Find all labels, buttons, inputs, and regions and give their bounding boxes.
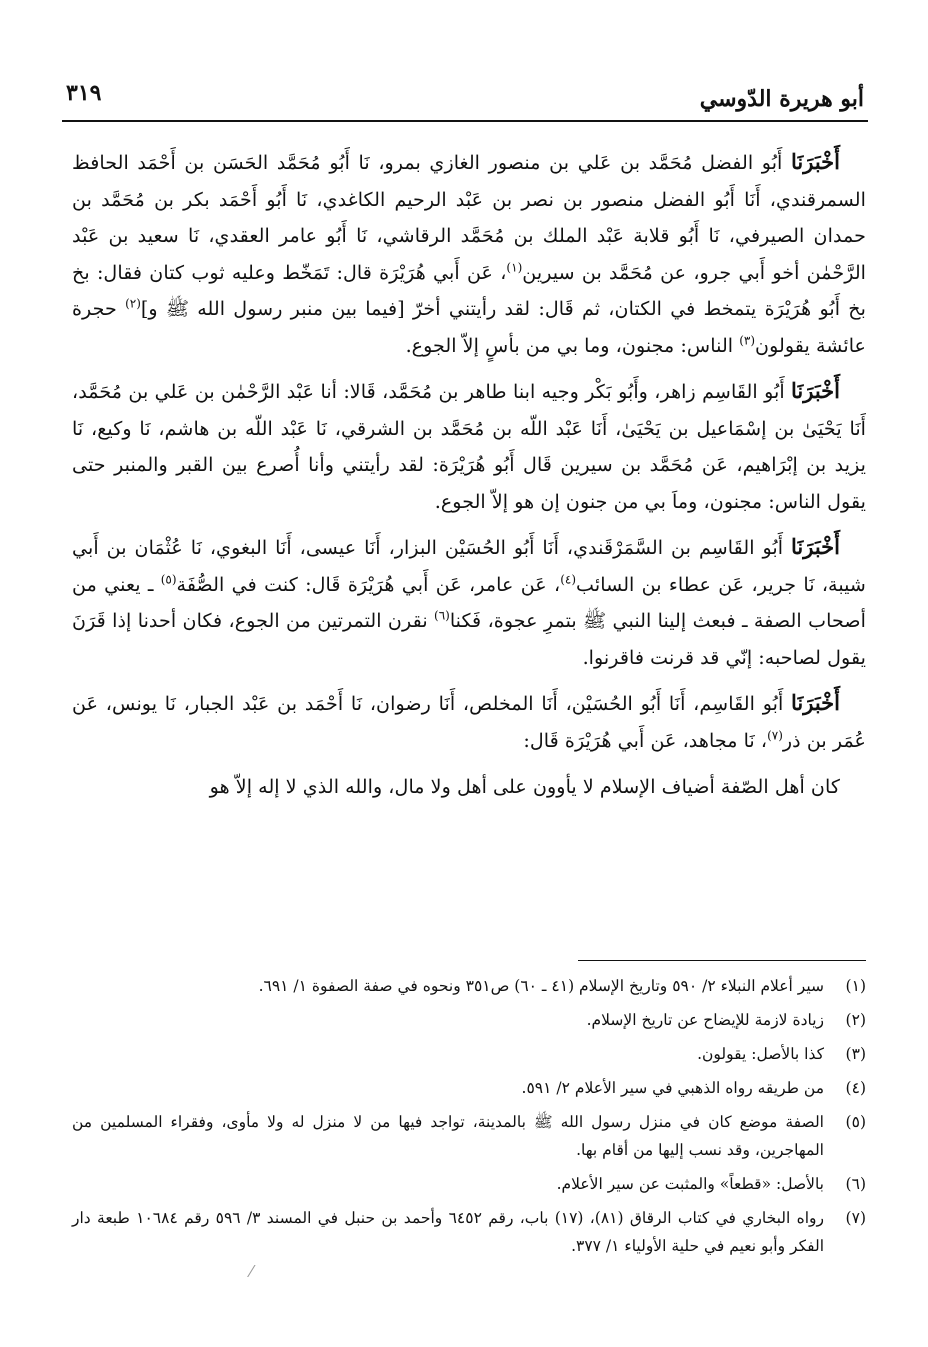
footnote-reference[interactable]: (٢)	[125, 296, 141, 311]
paragraph	[72, 144, 866, 364]
page-number: ٣١٩	[66, 80, 102, 106]
footnote-text: بالأصل: «قطعاً» والمثبت عن سير الأعلام.	[556, 1175, 824, 1193]
paragraph-text: حجرة عائشة يقولون	[72, 297, 866, 357]
footnote-number: (٦)	[845, 1175, 866, 1193]
footnote-item	[72, 972, 866, 1000]
footnote-text: رواه البخاري في كتاب الرقاق (٨١)، (١٧) باب، رقم ٦٤٥٢ وأحمد بن حنبل في المسند ٣/ ٥٩٦ رقم ١٠٦٨٤ طبعة دار الفكر وأبو نعيم في حلية الأولياء ١/ ٣٧٧.	[72, 1209, 824, 1255]
footnote-text: الصفة موضع كان في منزل رسول الله ﷺ بالمدينة، تواجد فيها من لا منزل له ولا مأوى، وفقراء المسلمين من المهاجرين، وقد نسب إليها من أقام بها.	[72, 1113, 824, 1159]
paragraph-text: أَبُو الفضل مُحَمَّد بن عَلي بن منصور الغازي بمرو، نَا أَبُو مُحَمَّد الحَسَن بن أَحْمَد الحافظ السمرقندي، أَنَا أَبُو الفضل منصور بن نصر بن عَبْد الرحيم الكاغدي، نَا أَبُو أَحْمَد بكر بن مُحَمَّد بن حمدان الصيرفي، نَا أَبُو قلابة عَبْد الملك بن مُحَمَّد الرقاشي، نَا أَبُو عامر العقدي، نَا سعيد بن عَبْد الرَّحْمٰن أخو أَبي جرو، عن مُحَمَّد بن سيرين	[72, 151, 867, 284]
paragraph-text: أَبُو القَاسِم، أَنَا أَبُو الحُسَيْن، أَنَا المخلص، أَنَا رضوان، نَا أَحْمَد بن عَبْد الجبار، نَا يونس، عَن عُمَر بن ذر	[72, 692, 866, 752]
paragraph-lead-word: أَخْبَرَنَا	[791, 690, 840, 715]
footnote-number: (٥)	[845, 1113, 866, 1131]
paragraph	[72, 373, 866, 520]
footnote-rule	[578, 960, 866, 961]
footnote-text: زيادة لازمة للإيضاح عن تاريخ الإسلام.	[586, 1011, 824, 1029]
footnote-text: كذا بالأصل: يقولون.	[697, 1045, 824, 1063]
footnote-text: من طريقه رواه الذهبي في سير الأعلام ٢/ ٥٩١.	[521, 1079, 824, 1097]
paragraph-text: الناس: مجنون، وما بي من بأسٍ إلاّ الجوع.	[405, 333, 740, 357]
header-rule	[62, 120, 868, 122]
footnote-item	[72, 1040, 866, 1068]
footnote-item	[72, 1170, 866, 1198]
paragraph-lead-word: أَخْبَرَنَا	[791, 149, 840, 174]
paragraph-text: نقرن التمرتين من الجوع، فكان أحدنا إذا قَرَنَ يقول لصاحبه: إنّي قد قرنت فاقرنوا.	[72, 609, 866, 669]
paragraph-text: ـ يعني من أصحاب الصفة ـ فبعث إلينا النبي ﷺ بتمرِ عجوة، فَكنا	[72, 572, 866, 632]
footnote-reference[interactable]: (١)	[506, 260, 523, 275]
stray-mark: ⁄	[250, 1262, 253, 1281]
paragraph	[72, 685, 866, 759]
footnote-item	[72, 1074, 866, 1102]
paragraph-lead-word: أَخْبَرَنَا	[791, 378, 840, 403]
footnote-reference[interactable]: (٥)	[160, 572, 177, 587]
footnote-reference[interactable]: (٧)	[767, 728, 783, 743]
paragraph-list	[72, 144, 866, 759]
footnote-reference[interactable]: (٤)	[560, 572, 577, 587]
paragraph-lead-word: أَخْبَرَنَا	[791, 534, 840, 559]
running-title: أبو هريرة الدّوسي	[699, 86, 864, 112]
footnote-number: (٤)	[845, 1079, 866, 1097]
footnote-text: سير أعلام النبلاء ٢/ ٥٩٠ وتاريخ الإسلام (٤١ ـ ٦٠) ص٣٥١ ونحوه في صفة الصفوة ١/ ٦٩١.	[258, 977, 824, 995]
footnote-item	[72, 1006, 866, 1034]
footnote-item	[72, 1204, 866, 1260]
paragraph-text: ، عَن أَبي هُرَيْرَة قال: تَمَخّط وعليه ثوب كتان فقال: بخ بخ أَبُو هُرَيْرَة يتمخط في الكتان، ثم قَال: لقد رأيتني أخرّ [فيما بين منبر رسول الله ﷺ و]	[72, 260, 866, 320]
paragraph-text: ، عَن عامر، عَن أَبي هُرَيْرَة قَال: كنت في الصُّفَة	[176, 572, 561, 596]
footnote-reference[interactable]: (٣)	[739, 333, 756, 348]
paragraph-text: أَبُو القَاسِم بن السَّمَرْقَندي، أَنَا أَبُو الحُسَيْن البزار، أَنَا عيسى، أَنَا البغوي، نَا عُثْمَان بن أَبي شيبة، نَا جرير، عَن عطاء بن السائب	[72, 536, 866, 596]
paragraph-text: ، نَا مجاهد، عَن أَبي هُرَيْرَة قَال:	[523, 728, 768, 752]
last-line: كان أهل الصّفة أضياف الإسلام لا يأوون على أهل ولا مال، والله الذي لا إله إلاّ هو	[209, 775, 840, 798]
footnote-number: (٧)	[845, 1209, 866, 1227]
paragraph	[72, 529, 866, 676]
page-header	[66, 68, 864, 114]
main-text	[72, 144, 866, 815]
paragraph-text: أَبُو القَاسِم زاهر، وأَبُو بَكْر وجيه ابنا طاهر بن مُحَمَّد، قَالا: أنا عَبْد الرَّحْمٰن بن عَلي بن مُحَمَّد، أَنَا يَحْيَىٰ بن إسْمَاعيل بن يَحْيَىٰ، أَنَا عَبْد اللّه بن مُحَمَّد بن الشرقي، نَا عَبْد اللّه بن هاشم، نَا وكيع، نَا يزيد بن إبْرَاهيم، عَن مُحَمَّد بن سيرين قَال أَبُو هُرَيْرَة: لقد رأيتني وأنا أُصرع بين القبر والمنبر حتى يقول الناس: مجنون، وماَ بي من جنون إن هو إلاّ الجوع.	[72, 380, 866, 513]
footnote-item	[72, 1108, 866, 1164]
footnote-number: (٢)	[845, 1011, 866, 1029]
footnote-number: (١)	[845, 977, 866, 995]
footnotes	[72, 972, 866, 1266]
footnote-reference[interactable]: (٦)	[434, 608, 450, 623]
footnote-number: (٣)	[845, 1045, 866, 1063]
